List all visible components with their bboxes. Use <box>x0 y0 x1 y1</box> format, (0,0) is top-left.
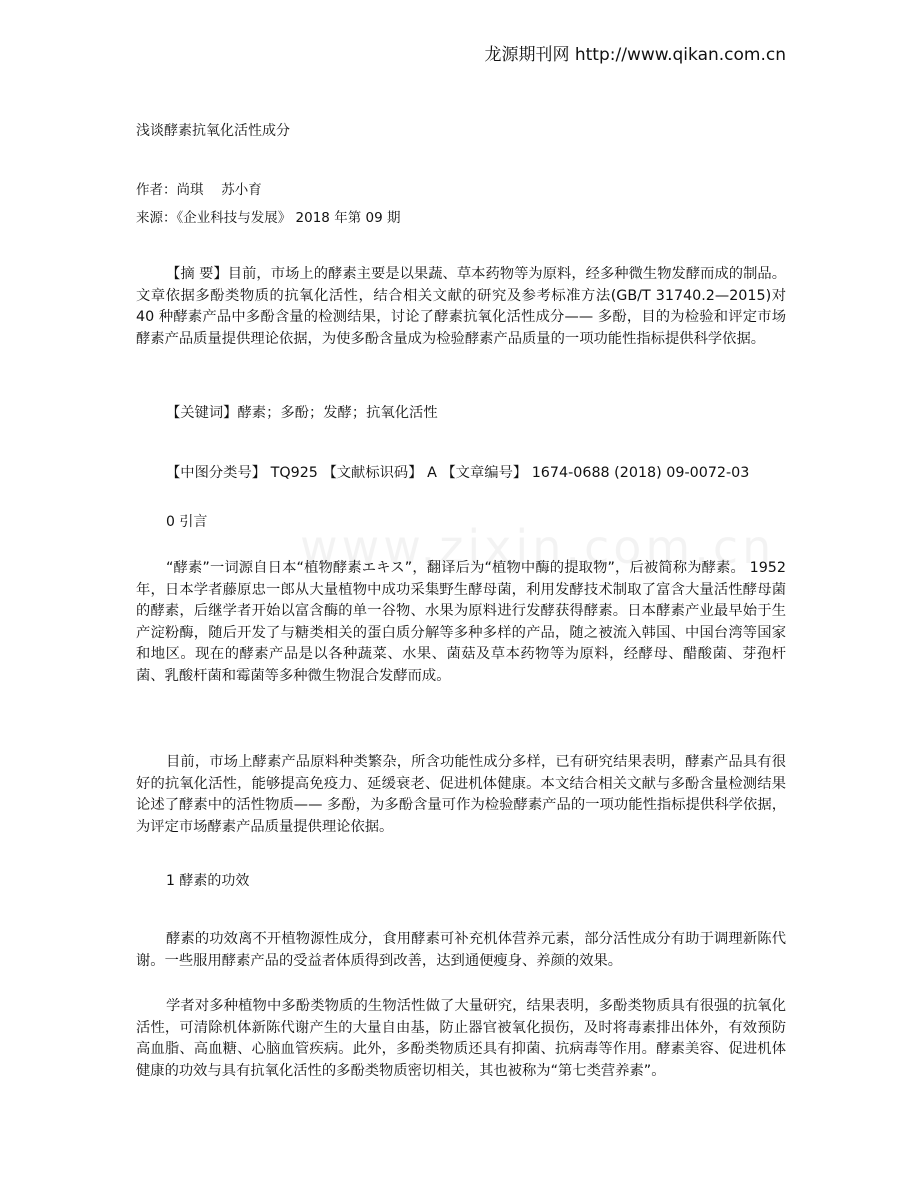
intro-paragraph-2: 目前，市场上酵素产品原料种类繁杂，所含功能性成分多样，已有研究结果表明，酵素产品具有很好的抗氧化活性，能够提高免疫力、延缓衰老、促进机体健康。本文结合相关文献与多酚含量检测结果论述了酵素中的活性物质—— 多酚，为多酚含量可作为检验酵素产品的一项功能性指标提供科学依据，为评定市场酵素产品质量提供理论依据。 <box>136 754 786 835</box>
article-authors: 作者：尚琪 苏小育 <box>136 182 262 198</box>
section1-paragraph-1: 酵素的功效离不开植物源性成分，食用酵素可补充机体营养元素，部分活性成分有助于调理新陈代谢。一些服用酵素产品的受益者体质得到改善，达到通便瘦身、养颜的效果。 <box>136 931 786 969</box>
section-heading-1: 1 酵素的功效 <box>166 873 250 889</box>
section-heading-intro: 0 引言 <box>166 514 208 530</box>
keywords-line: 【关键词】酵素；多酚；发酵；抗氧化活性 <box>166 405 438 421</box>
site-header[interactable]: 龙源期刊网 http://www.qikan.com.cn <box>484 45 786 65</box>
classification-line: 【中图分类号】 TQ925 【文献标识码】 A 【文章编号】 1674-0688 (2018) 09-0072-03 <box>166 465 750 481</box>
abstract-paragraph: 【摘 要】目前，市场上的酵素主要是以果蔬、草本药物等为原料，经多种微生物发酵而成的制品。文章依据多酚类物质的抗氧化活性，结合相关文献的研究及参考标准方法(GB/T 31740.2—2015)对 40 种酵素产品中多酚含量的检测结果，讨论了酵素抗氧化活性成分—— 多酚，目的为检验和评定市场酵素产品质量提供理论依据，为使多酚含量成为检验酵素产品质量的一项功能性指标提供科学依据。 <box>136 266 786 347</box>
article-source: 来源：《企业科技与发展》 2018 年第 09 期 <box>136 210 401 226</box>
article-title: 浅谈酵素抗氧化活性成分 <box>136 123 290 139</box>
intro-paragraph-1: “酵素”一词源自日本“植物酵素エキス”，翻译后为“植物中酶的提取物”，后被简称为酵素。 1952 年，日本学者藤原忠一郎从大量植物中成功采集野生酵母菌，利用发酵技术制取了富含大量活性酵母菌的酵素，后继学者开始以富含酶的单一谷物、水果为原料进行发酵获得酵素。日本酵素产业最早始于生产淀粉酶，随后开发了与糖类相关的蛋白质分解等多种多样的产品，随之被流入韩国、中国台湾等国家和地区。现在的酵素产品是以各种蔬菜、水果、菌菇及草本药物等为原料，经酵母、醋酸菌、芽孢杆菌、乳酸杆菌和霉菌等多种微生物混合发酵而成。 <box>136 560 786 684</box>
section1-paragraph-2: 学者对多种植物中多酚类物质的生物活性做了大量研究，结果表明，多酚类物质具有很强的抗氧化活性，可清除机体新陈代谢产生的大量自由基，防止器官被氧化损伤，及时将毒素排出体外，有效预防高血脂、高血糖、心脑血管疾病。此外，多酚类物质还具有抑菌、抗病毒等作用。酵素美容、促进机体健康的功效与具有抗氧化活性的多酚类物质密切相关，其也被称为“第七类营养素”。 <box>136 998 786 1079</box>
